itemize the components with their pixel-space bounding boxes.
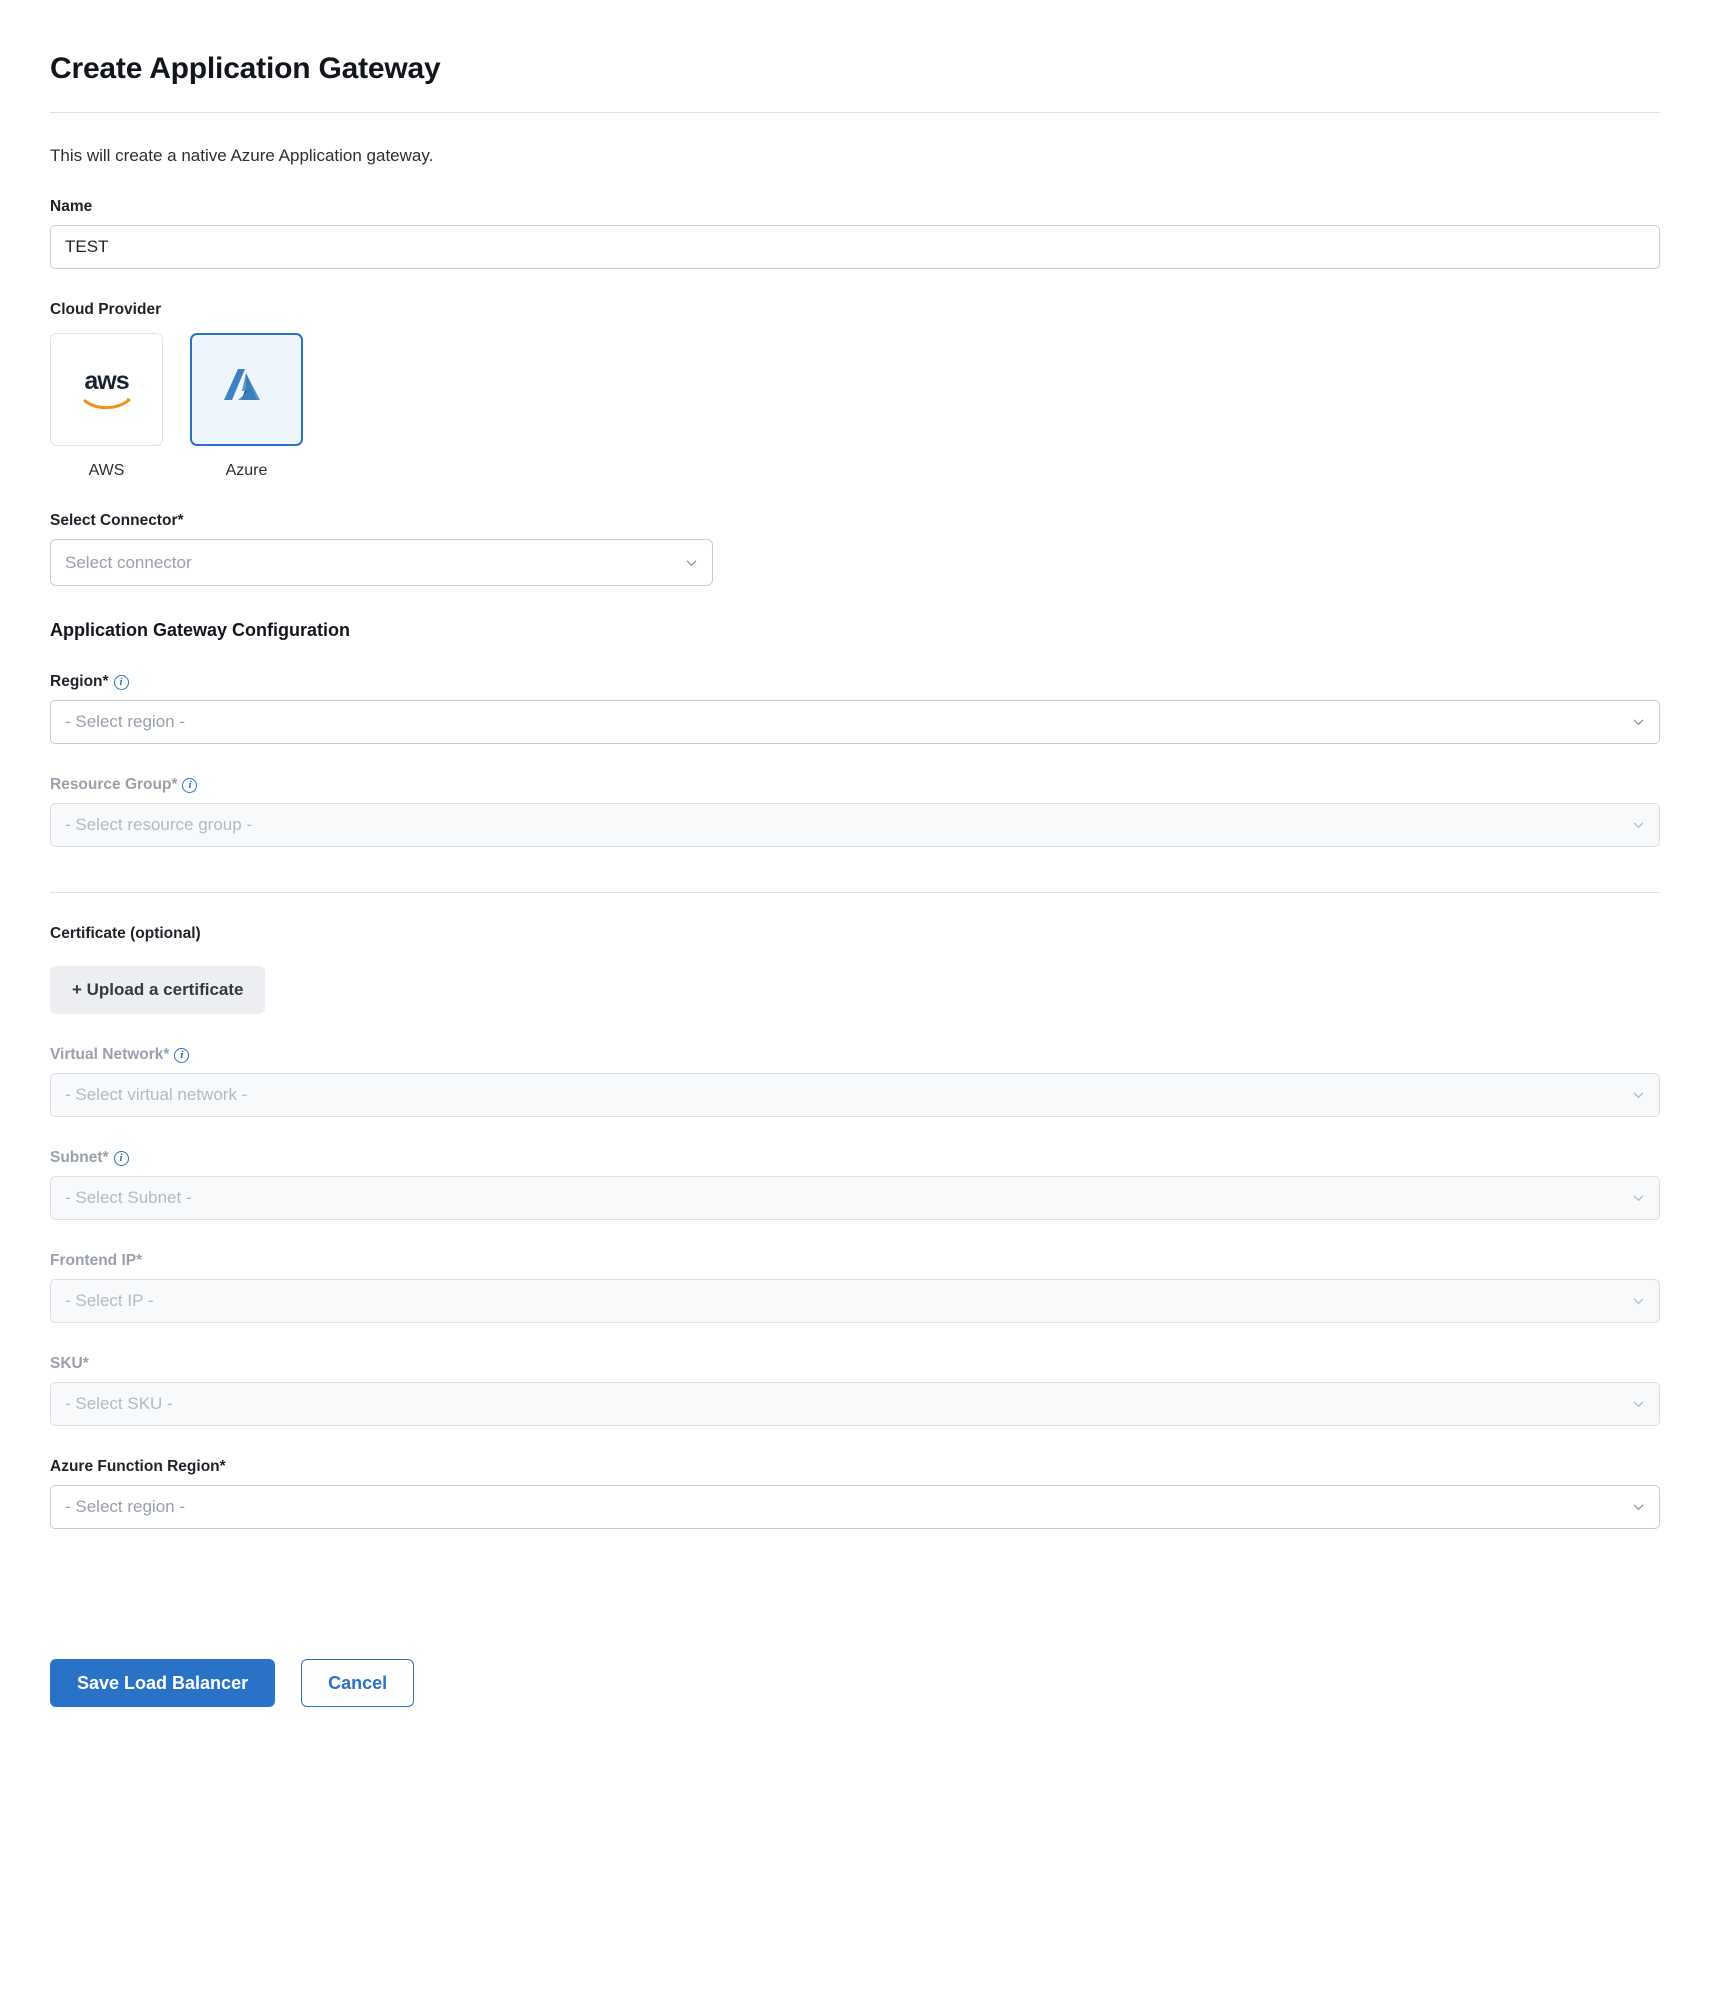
chevron-down-icon bbox=[1633, 1090, 1644, 1101]
cloud-provider-label: Cloud Provider bbox=[50, 301, 162, 318]
resource-group-label-row bbox=[50, 776, 1674, 794]
configuration-heading: Application Gateway Configuration bbox=[50, 620, 351, 640]
region-selected-value: - Select region - bbox=[65, 712, 185, 731]
chevron-down-icon bbox=[1633, 1502, 1644, 1513]
azure-label: Azure bbox=[225, 462, 268, 479]
region-select[interactable] bbox=[50, 700, 1660, 744]
page-title: Create Application Gateway bbox=[50, 52, 441, 85]
azure-function-region-select[interactable] bbox=[50, 1485, 1660, 1529]
cancel-button[interactable]: Cancel bbox=[301, 1659, 414, 1707]
info-icon[interactable]: i bbox=[114, 1151, 129, 1166]
connector-label: Select Connector* bbox=[50, 512, 184, 529]
aws-label: AWS bbox=[88, 462, 125, 479]
virtual-network-selected-value: - Select virtual network - bbox=[65, 1085, 248, 1104]
azure-function-region-selected-value: - Select region - bbox=[65, 1497, 185, 1516]
chevron-down-icon bbox=[1633, 1399, 1644, 1410]
resource-group-selected-value: - Select resource group - bbox=[65, 815, 253, 834]
page-description: This will create a native Azure Application gateway. bbox=[50, 146, 434, 165]
subnet-selected-value: - Select Subnet - bbox=[65, 1188, 192, 1207]
info-icon[interactable]: i bbox=[114, 675, 129, 690]
resource-group-label: Resource Group* bbox=[50, 776, 178, 793]
chevron-down-icon bbox=[1633, 717, 1644, 728]
connector-selected-value: Select connector bbox=[65, 552, 192, 572]
azure-function-region-label: Azure Function Region* bbox=[50, 1458, 226, 1475]
aws-card[interactable] bbox=[50, 333, 163, 446]
form-actions bbox=[0, 1659, 1724, 1747]
aws-icon: aws bbox=[83, 369, 131, 410]
title-divider bbox=[50, 112, 1660, 113]
azure-card[interactable] bbox=[190, 333, 303, 446]
chevron-down-icon bbox=[686, 557, 697, 568]
name-input[interactable] bbox=[50, 225, 1660, 269]
subnet-label-row bbox=[50, 1149, 1674, 1167]
chevron-down-icon bbox=[1633, 820, 1644, 831]
cloud-provider-option-aws[interactable] bbox=[50, 333, 163, 480]
info-icon[interactable]: i bbox=[174, 1048, 189, 1063]
subnet-select[interactable] bbox=[50, 1176, 1660, 1220]
region-label: Region* bbox=[50, 673, 109, 690]
virtual-network-label: Virtual Network* bbox=[50, 1046, 170, 1063]
info-icon[interactable]: i bbox=[182, 778, 197, 793]
resource-group-select[interactable] bbox=[50, 803, 1660, 847]
sku-selected-value: - Select SKU - bbox=[65, 1394, 173, 1413]
name-label: Name bbox=[50, 198, 93, 215]
upload-certificate-button[interactable]: + Upload a certificate bbox=[50, 966, 265, 1014]
cloud-provider-options bbox=[50, 333, 1674, 480]
connector-select[interactable] bbox=[50, 539, 713, 586]
region-label-row bbox=[50, 673, 1674, 691]
save-load-balancer-button[interactable]: Save Load Balancer bbox=[50, 1659, 275, 1707]
frontend-ip-select[interactable] bbox=[50, 1279, 1660, 1323]
chevron-down-icon bbox=[1633, 1193, 1644, 1204]
certificate-label: Certificate (optional) bbox=[50, 925, 201, 942]
virtual-network-select[interactable] bbox=[50, 1073, 1660, 1117]
subnet-label: Subnet* bbox=[50, 1149, 109, 1166]
chevron-down-icon bbox=[1633, 1296, 1644, 1307]
section-divider bbox=[50, 892, 1660, 893]
sku-label: SKU* bbox=[50, 1355, 89, 1372]
frontend-ip-label: Frontend IP* bbox=[50, 1252, 143, 1269]
azure-icon bbox=[224, 367, 270, 412]
cloud-provider-option-azure[interactable] bbox=[190, 333, 303, 480]
virtual-network-label-row bbox=[50, 1046, 1674, 1064]
sku-select[interactable] bbox=[50, 1382, 1660, 1426]
frontend-ip-selected-value: - Select IP - bbox=[65, 1291, 154, 1310]
